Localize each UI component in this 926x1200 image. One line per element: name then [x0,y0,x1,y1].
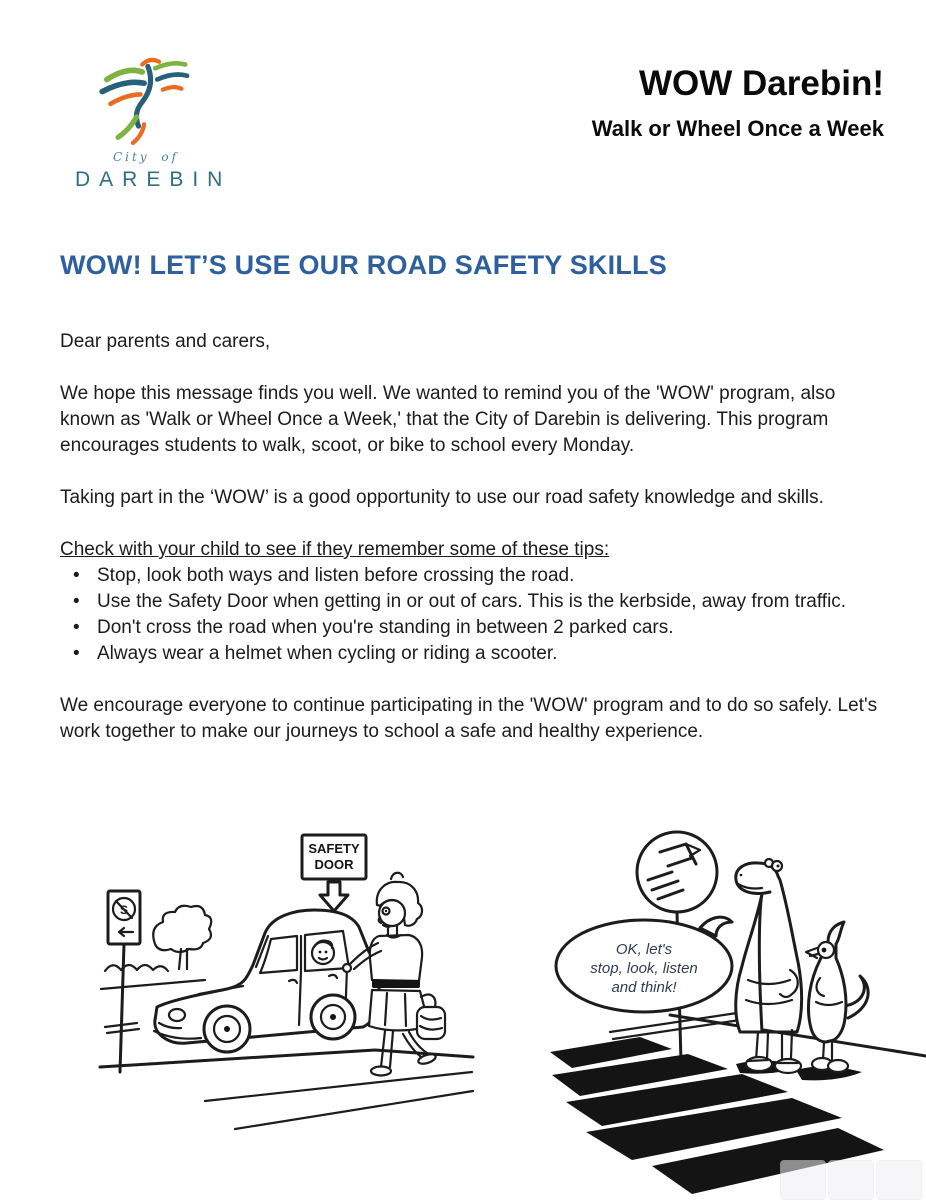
svg-text:and think!: and think! [611,979,677,996]
bush-drawing [105,965,168,971]
paragraph-2: Taking part in the ‘WOW’ is a good opportunity to use our road safety knowledge and skills. [60,487,824,508]
svg-text:SAFETY: SAFETY [308,841,360,856]
safety-door-sign [302,835,366,911]
watermark-chip [828,1160,874,1200]
doc-subtitle: Walk or Wheel Once a Week [591,115,884,141]
dinosaur-crossing-illustration [540,830,926,1200]
down-arrow-icon [320,882,348,911]
safety-door-illustration [75,818,475,1150]
section-heading: WOW! LET’S USE OUR ROAD SAFETY SKILLS [60,250,667,280]
tip-item: • Stop, look both ways and listen before crossing the road. [60,563,878,589]
tips-list [60,563,878,667]
letter-body [60,250,878,745]
logo-city-of: City of [112,150,180,164]
tip-item: • Don't cross the road when you're standing in between 2 parked cars. [60,615,878,641]
logo-darebin: DAREBIN [75,168,232,191]
kerb-line [101,980,205,989]
speech-bubble [556,917,732,1012]
svg-text:OK, let's: OK, let's [615,941,673,958]
salutation: Dear parents and carers, [60,331,271,352]
svg-text:stop, look, listen: stop, look, listen [590,960,698,977]
belt [372,980,420,988]
road-line-2 [235,1091,473,1129]
child-in-car [312,941,334,964]
darebin-logo [75,52,232,192]
watermark-chip [780,1160,826,1200]
tip-item: • Always wear a helmet when cycling or riding a scooter. [60,641,878,667]
tip-item: • Use the Safety Door when getting in or out of cars. This is the kerbside, away from traffic. [60,589,878,615]
tips-heading: Check with your child to see if they remember some of these tips: [60,539,610,560]
closing-paragraph: We encourage everyone to continue participating in the 'WOW' program and to do so safely. Let's work together to make our journeys to school a safe and healthy experience. [60,695,878,742]
watermark-chip [876,1160,922,1200]
svg-text:DOOR: DOOR [314,857,354,872]
tree-drawing [153,906,211,969]
svg-text:S: S [119,903,129,917]
bird-icon [90,52,202,148]
no-standing-sign-icon [108,891,140,1072]
doc-title: WOW Darebin! [639,64,884,103]
footer-watermark [776,1158,926,1200]
paragraph-1: We hope this message finds you well. We wanted to remind you of the 'WOW' program, also known as 'Walk or Wheel Once a Week,' that the City of Darebin is delivering. This program encourages students to walk, scoot, or bike to school every Monday. [60,383,836,456]
small-dinosaur [806,922,868,1072]
header-titles [592,66,884,142]
big-dinosaur [736,859,802,1073]
